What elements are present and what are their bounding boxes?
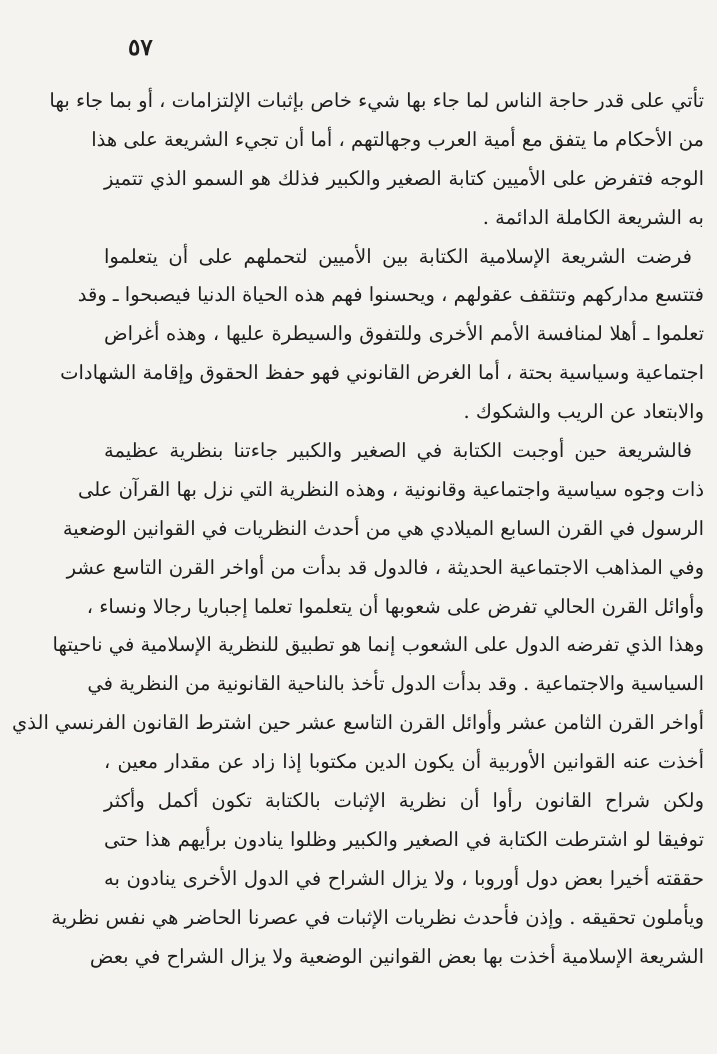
text-line: تأتي على قدر حاجة الناس لما جاء بها شيء خاص بإثبات الإلتزامات ، أو بما جاء بها — [49, 89, 704, 112]
text-line: ذات وجوه سياسية واجتماعية وقانونية ، وهذه النظرية التي نزل بها القرآن على — [78, 477, 704, 501]
text-line: به الشريعة الكاملة الدائمة . — [482, 205, 704, 229]
text-line: من الأحكام ما يتفق مع أمية العرب وجهالتهم ، أما أن تجيء الشريعة على هذا — [91, 127, 704, 151]
body-text — [12, 82, 704, 976]
text-line: تعلموا ـ أهلا لمنافسة الأمم الأخرى وللتفوق والسيطرة عليها ، وهذه أغراض — [104, 322, 704, 346]
text-line: فرضت الشريعة الإسلامية الكتابة بين الأميين لتحملهم على أن يتعلموا — [104, 244, 692, 268]
paragraph — [60, 238, 704, 432]
text-line: اجتماعية وسياسية بحتة ، أما الغرض القانوني فهو حفظ الحقوق وإقامة الشهادات — [60, 361, 704, 385]
text-line: وأوائل القرن الحالي تفرض على شعوبها أن يتعلموا تعلما إجباريا رجالا ونساء ، — [86, 594, 704, 618]
page-number: ٥٧ — [128, 34, 153, 61]
text-line: والابتعاد عن الريب والشكوك . — [463, 400, 704, 424]
text-line: السياسية والاجتماعية . وقد بدأت الدول تأخذ بالناحية القانونية من النظرية في — [87, 672, 704, 696]
text-line: ولكن شراح القانون رأوا أن نظرية الإثبات بالكتابة تكون أكمل وأكثر — [104, 789, 704, 813]
text-line: ويأملون تحقيقه . وإذن فأحدث نظريات الإثبات في عصرنا الحاضر هي نفس نظرية — [51, 905, 704, 929]
text-line: الرسول في القرن السابع الميلادي هي من أحدث النظريات في القوانين الوضعية — [62, 516, 704, 540]
paragraph — [12, 432, 704, 976]
text-line: الشريعة الإسلامية أخذت بها بعض القوانين الوضعية ولا يزال الشراح في بعض — [89, 944, 704, 968]
paragraph — [49, 82, 704, 238]
text-line: أواخر القرن الثامن عشر وأوائل القرن التاسع عشر حين اشترط القانون الفرنسي الذي — [12, 711, 704, 735]
text-line: وهذا الذي تفرضه الدول على الشعوب إنما هو تطبيق للنظرية الإسلامية في ناحيتها — [52, 633, 704, 657]
text-line: فالشريعة حين أوجبت الكتابة في الصغير والكبير جاءتنا بنظرية عظيمة — [104, 439, 692, 463]
text-line: فتتسع مداركهم وتتثقف عقولهم ، ويحسنوا فهم هذه الحياة الدنيا فيصبحوا ـ وقد — [77, 283, 704, 307]
text-line: حققته أخيرا بعض دول أوروبا ، ولا يزال الشراح في الدول الأخرى ينادون به — [104, 866, 704, 890]
text-line: توفيقا لو اشترطت الكتابة في الصغير والكبير وظلوا ينادون برأيهم هذا حتى — [104, 827, 704, 851]
text-line: الوجه فتفرض على الأميين كتابة الصغير والكبير فذلك هو السمو الذي تتميز — [104, 166, 704, 190]
text-line: وفي المذاهب الاجتماعية الحديثة ، فالدول قد بدأت من أواخر القرن التاسع عشر — [66, 555, 704, 579]
text-line: أخذت عنه القوانين الأوربية أن يكون الدين مكتوبا إذا زاد عن مقدار معين ، — [104, 750, 704, 774]
